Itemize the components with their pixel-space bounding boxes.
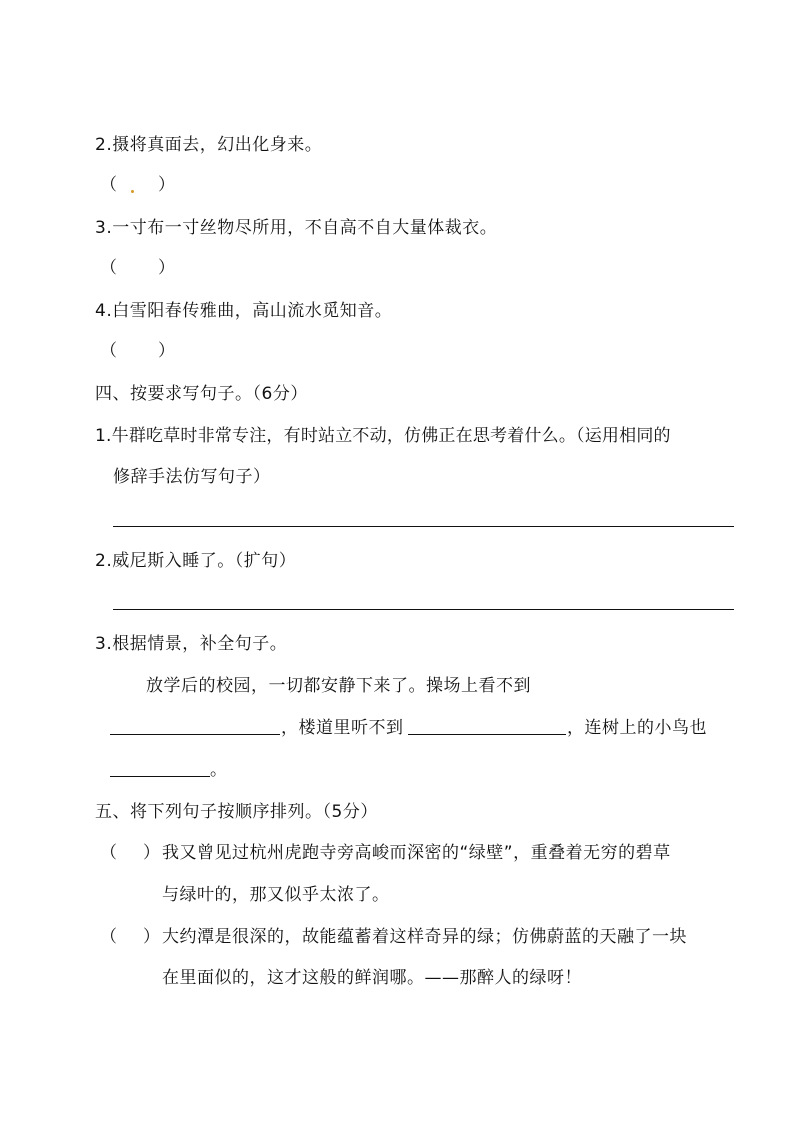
section-4-title: 四、按要求写句子。（6分） — [95, 384, 308, 404]
order-paren-open-1: （ — [100, 843, 117, 863]
blank-3 — [110, 776, 210, 777]
section-4-item-2: 2.威尼斯入睡了。（扩句） — [95, 551, 297, 571]
section-5-item-1-line-1: 我又曾见过杭州虎跑寺旁高峻而深密的“绿壁”，重叠着无穷的碧草 — [162, 843, 671, 863]
section-4-item-3-paragraph: 放学后的校园，一切都安静下来了。操场上看不到 — [146, 676, 531, 696]
section-5-item-1-line-2: 与绿叶的，那又似乎太浓了。 — [162, 885, 390, 905]
answer-line-2 — [113, 609, 734, 610]
answer-paren-close-4: ） — [158, 341, 175, 361]
answer-paren-open-3: （ — [100, 258, 117, 278]
answer-paren-open-2: （ — [100, 175, 117, 195]
question-4-text: 4.白雪阳春传雅曲，高山流水觅知音。 — [95, 301, 393, 321]
section-4-item-3-middle: ，楼道里听不到 — [281, 718, 404, 738]
answer-paren-open-4: （ — [100, 341, 117, 361]
order-paren-close-1: ） — [143, 843, 160, 863]
section-4-item-1-line-1: 1.牛群吃草时非常专注，有时站立不动，仿佛正在思考着什么。（运用相同的 — [95, 426, 671, 446]
order-paren-close-2: ） — [143, 927, 160, 947]
stray-mark — [131, 190, 134, 193]
section-5-title: 五、将下列句子按顺序排列。（5分） — [95, 802, 378, 822]
section-4-item-3-final: 。 — [210, 760, 228, 780]
answer-paren-close-3: ） — [158, 258, 175, 278]
question-3-text: 3.一寸布一寸丝物尽所用，不自高不自大量体裁衣。 — [95, 218, 498, 238]
answer-line-1 — [113, 526, 734, 527]
question-2-text: 2.摄将真面去，幻出化身来。 — [95, 135, 323, 155]
section-5-item-2-line-2: 在里面似的，这才这般的鲜润哪。——那醉人的绿呀！ — [162, 968, 582, 988]
blank-1 — [110, 734, 280, 735]
section-4-item-3-end: ，连树上的小鸟也 — [567, 718, 707, 738]
section-4-item-1-line-2: 修辞手法仿写句子） — [113, 467, 271, 487]
section-4-item-3: 3.根据情景，补全句子。 — [95, 634, 288, 654]
section-5-item-2-line-1: 大约潭是很深的，故能蕴蓄着这样奇异的绿；仿佛蔚蓝的天融了一块 — [162, 927, 687, 947]
order-paren-open-2: （ — [100, 927, 117, 947]
blank-2 — [408, 734, 566, 735]
answer-paren-close-2: ） — [158, 175, 175, 195]
